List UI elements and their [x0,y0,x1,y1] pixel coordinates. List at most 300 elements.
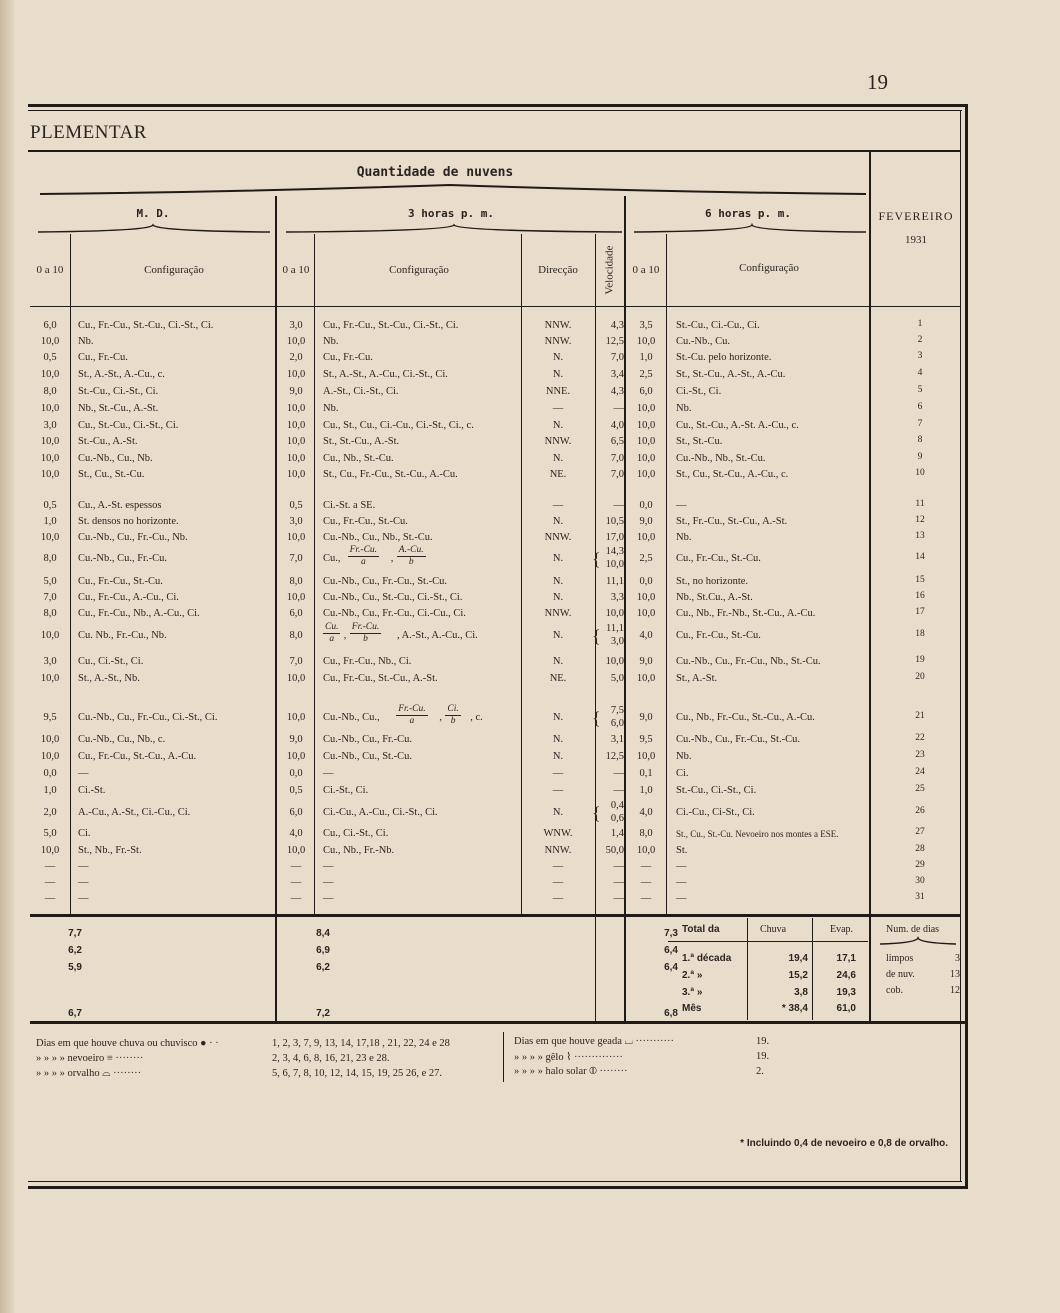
day-number: 16 [915,591,925,601]
md-amount: 1,0 [43,516,57,527]
velocity-head-text: Velocidade [603,245,615,295]
legend-left-label: » » » » orvalho ⌓ ········ [36,1068,142,1079]
p6-amount: 9,0 [639,656,653,667]
p6-amount: 10,0 [636,608,656,619]
p3-velocity: 10,0 [605,608,624,619]
p6-amount: 2,5 [639,369,653,380]
p3-direction: NNE. [545,386,571,397]
p6-config-head: Configuração [739,262,799,274]
p3-velocity: — [613,861,624,872]
md-config: Cu.-Nb., Cu., Fr.-Cu. [78,553,167,564]
evap-value: 61,0 [836,1003,856,1014]
sep-6pm-scale [666,234,667,914]
md-config: Cu., Fr.-Cu., Nb., A.-Cu., Ci. [78,608,200,619]
velocity-brace: { [592,626,601,646]
md-amount: 5,0 [43,828,57,839]
velocity-brace: { [592,708,601,728]
evap-value: 19,3 [836,987,856,998]
md-amount: 7,0 [43,592,57,603]
p3-config: Cu., Fr.-Cu., St.-Cu., A.-St. [323,673,438,684]
p3-direction: NE. [549,469,567,480]
p3-velocity: 14,3 [605,546,624,557]
p6-amount: 10,0 [636,469,656,480]
day-number: 31 [915,892,925,902]
p3-fraction-b-den: b [363,634,368,644]
p3-config: Cu.-Nb., Cu., St.-Cu. [323,751,412,762]
p3-fraction-a [348,545,379,568]
legend-right-days: 19. [756,1036,770,1047]
p6-amount: 10,0 [636,420,656,431]
p3-fraction-b-den: b [408,557,414,567]
md-config: Nb., St.-Cu., A.-St. [78,403,159,414]
p3-amount: 10,0 [286,420,306,431]
p6-amount: 9,0 [639,712,653,723]
md-amount: 10,0 [40,532,60,543]
day-number: 6 [917,402,923,412]
p3-direction: N. [552,630,564,641]
p3-direction: N. [552,576,564,587]
totals-label: 1.ª década [682,953,732,964]
p3-config: Cu.-Nb., Cu., Fr.-Cu. [323,734,412,745]
p3-velocity: 1,4 [610,828,624,839]
p3-config: Cu.-Nb., Cu., Fr.-Cu., St.-Cu. [323,576,447,587]
p3-amount: 7,0 [289,553,303,564]
p3-config: Cu., [323,553,341,564]
average-p6: 6,8 [664,1008,678,1019]
p6-amount: 9,0 [639,516,653,527]
p3-amount: 0,5 [289,785,303,796]
average-md: 6,2 [68,945,82,956]
p3-config: , A.-St., A.-Cu., Ci. [397,630,478,641]
day-number: 30 [915,876,925,886]
legend-left-days: 1, 2, 3, 7, 9, 13, 14, 17,18 , 21, 22, 24 e 28 [272,1038,450,1049]
average-md: 5,9 [68,962,82,973]
p3-config: Nb. [323,336,339,347]
totals-label: Mês [682,1003,702,1014]
p3-amount: 9,0 [289,734,303,745]
day-number: 23 [915,750,925,760]
md-amount: 0,0 [43,768,57,779]
p3-velocity-2: 6,0 [610,718,624,729]
md-amount: 0,5 [43,352,57,363]
p3-config: — [323,893,334,904]
p3-amount: 2,0 [289,352,303,363]
md-config: Cu.-Nb., Cu., Fr.-Cu., Nb. [78,532,188,543]
p3-direction: N. [552,734,564,745]
day-number: 22 [915,733,925,743]
md-config: St., A.-St., A.-Cu., c. [78,369,165,380]
top-rule-thin [28,110,962,111]
p3-fraction-a-den: a [329,634,335,644]
legend-left-label: » » » » nevoeiro ≡ ········ [36,1053,144,1064]
p3-config: Cu., Fr.-Cu., St.-Cu., Ci.-St., Ci. [323,320,459,331]
days-label: cob. [886,985,903,996]
p3-amount: 10,0 [286,592,306,603]
p6-config: St., St.-Cu., A.-St., A.-Cu. [676,369,786,380]
p3-config: — [323,768,334,779]
p3-fraction-b [445,704,460,727]
p3-velocity: — [613,893,624,904]
day-number: 15 [915,575,925,585]
p3-amount: 7,0 [289,656,303,667]
p3-velocity: 7,5 [610,705,624,716]
p6-amount: 4,0 [639,807,653,818]
section-title: PLEMENTAR [30,122,147,143]
p3-fraction-a-num: Cu. [325,622,339,632]
day-number: 5 [917,385,923,395]
direction-head: Direcção [538,264,578,276]
legend-right-days: 19. [756,1051,770,1062]
p3-config: — [323,861,334,872]
p3-amount: 6,0 [289,608,303,619]
day-number: 25 [915,784,925,794]
p3-config: Cu., Fr.-Cu., St.-Cu. [323,516,408,527]
average-p6: 7,3 [664,928,678,939]
day-number: 18 [915,629,925,639]
p6-config: — [676,877,687,888]
days-brace [878,936,958,946]
p3-amount: 10,0 [286,369,306,380]
p3-config: St., Cu., Fr.-Cu., St.-Cu., A.-Cu. [323,469,458,480]
sep-3pm-scale [314,234,315,914]
md-amount: 1,0 [43,785,57,796]
p6-amount: 10,0 [636,673,656,684]
p3-config: Cu.-Nb., Cu., St.-Cu., Ci.-St., Ci. [323,592,463,603]
average-p3: 6,2 [316,962,330,973]
p3-amount: 9,0 [289,386,303,397]
p3-velocity: 7,0 [610,352,624,363]
header-bottom-rule [30,306,960,307]
p3-direction: — [552,403,564,414]
p3-amount: 3,0 [289,320,303,331]
md-amount: 6,0 [43,320,57,331]
days-label: de nuv. [886,969,915,980]
p6-config: Cu.-Nb., Nb., St.-Cu. [676,453,766,464]
p6-amount: 0,1 [639,768,653,779]
days-value: 13 [950,969,960,980]
md-config: St. densos no horizonte. [78,516,179,527]
p6-config: St., no horizonte. [676,576,749,587]
p3-amount: 10,0 [286,673,306,684]
sep-md-3pm [275,196,277,1022]
velocity-brace: { [592,803,601,823]
totals-label: 3.ª » [682,987,703,998]
p3-fraction-b [350,622,381,645]
p3-velocity-2: 0,6 [610,813,624,824]
year: 1931 [905,234,927,246]
average-p3: 6,9 [316,945,330,956]
p3-fraction-a-den: a [409,716,415,726]
day-number: 1 [917,319,923,329]
md-amount: 10,0 [40,845,60,856]
md-amount: 10,0 [40,734,60,745]
p3-velocity: 4,3 [610,386,624,397]
p3-velocity: 7,0 [610,469,624,480]
average-p6: 6,4 [664,945,678,956]
p3-fraction-b-num: Ci. [447,704,459,714]
p6-amount: 0,0 [639,576,653,587]
rain-header: Chuva [760,924,787,935]
p6-config: St., Cu., St.-Cu., A.-Cu., c. [676,469,789,480]
p3-velocity: 12,5 [605,751,624,762]
p3-direction: — [552,877,564,888]
p3-direction: N. [552,751,564,762]
p3-config: Cu., St., Cu., Ci.-Cu., Ci.-St., Ci., c. [323,420,474,431]
days-value: 3 [955,953,960,964]
day-number: 8 [917,435,923,445]
p3-config: Cu.-Nb., Cu., [323,712,380,723]
p6-amount: 9,5 [639,734,653,745]
md-config: Cu., A.-St. espessos [78,500,162,511]
day-number: 20 [915,672,925,682]
md-amount: — [44,877,56,888]
rain-value: 15,2 [788,970,808,981]
p6-amount: 10,0 [636,845,656,856]
p3-amount: 8,0 [289,630,303,641]
title-rule [28,150,960,152]
md-config: Cu. Nb., Fr.-Cu., Nb. [78,630,167,641]
p3-config: Ci.-Cu., A.-Cu., Ci.-St., Ci. [323,807,438,818]
p6-amount: 4,0 [639,630,653,641]
group-md: M. D. [136,207,170,220]
p6-config: — [676,893,687,904]
md-amount: — [44,893,56,904]
days-label: limpos [886,953,914,964]
average-p3: 8,4 [316,928,330,939]
md-config: Nb. [78,336,94,347]
top-double-rule [28,104,968,107]
md-config: Cu.-Nb., Cu., Nb. [78,453,153,464]
p3-direction: — [552,861,564,872]
p6-config: — [676,500,687,511]
md-amount: 2,0 [43,807,57,818]
velocity-brace: { [592,549,601,569]
velocity-head [596,234,622,306]
average-p3: 7,2 [316,1008,330,1019]
md-config: St., Cu., St.-Cu. [78,469,145,480]
p6-config: — [676,861,687,872]
p6-amount: 1,0 [639,352,653,363]
p3-direction: N. [552,516,564,527]
page-edge [0,0,14,1313]
p3-direction: NNW. [544,608,572,619]
p3-config: Cu.-Nb., Cu., Nb., St.-Cu. [323,532,433,543]
md-amount: 10,0 [40,436,60,447]
bottom-rule-1 [28,1181,962,1182]
p3-direction: N. [552,453,564,464]
p3-amount: 10,0 [286,845,306,856]
md-config: Cu., Fr.-Cu., St.-Cu., Ci.-St., Ci. [78,320,214,331]
p3-velocity: 10,5 [605,516,624,527]
md-config: Ci.-St. [78,785,106,796]
p6-config: St.-Cu. pelo horizonte. [676,352,772,363]
p3-velocity: 50,0 [605,845,624,856]
day-number: 17 [915,607,925,617]
p6-amount: 6,0 [639,386,653,397]
md-config: St., Nb., Fr.-St. [78,845,142,856]
totals-label: 2.ª » [682,970,703,981]
day-number: 21 [915,711,925,721]
p3-amount: 6,0 [289,807,303,818]
body-bottom-thick [30,914,960,917]
p3-config-head: Configuração [389,264,449,276]
p3-velocity: 11,1 [606,623,624,634]
md-amount: 10,0 [40,369,60,380]
p3-amount: — [290,877,302,888]
day-number: 26 [915,806,925,816]
p3-velocity: 3,4 [610,369,624,380]
md-amount: — [44,861,56,872]
md-config-head: Configuração [144,264,204,276]
day-number: 13 [915,531,925,541]
md-amount: 8,0 [43,386,57,397]
p6-config: Nb. [676,403,692,414]
p6-amount: 10,0 [636,403,656,414]
md-amount: 10,0 [40,630,60,641]
day-number: 27 [915,827,925,837]
month-title: FEVEREIRO [878,209,954,223]
rain-value: * 38,4 [781,1003,808,1014]
p3-direction: N. [552,807,564,818]
md-config: Cu., St.-Cu., Ci.-St., Ci. [78,420,179,431]
page-number: 19 [867,70,888,94]
md-amount: 9,5 [43,712,57,723]
p3-velocity-2: 3,0 [610,636,624,647]
p3-direction: WNW. [543,828,573,839]
p3-velocity: 0,4 [610,800,624,811]
p6-config: Cu., Nb., Fr.-Cu., St.-Cu., A.-Cu. [676,712,815,723]
evap-value: 24,6 [836,970,856,981]
p6-config: Nb., St.Cu., A.-St. [676,592,753,603]
p3-velocity: 12,5 [605,336,624,347]
p3-amount: 4,0 [289,828,303,839]
p3-velocity: 17,0 [605,532,624,543]
p6-config: Cu.-Nb., Cu. [676,336,730,347]
md-config: Cu., Fr.-Cu., St.-Cu. [78,576,163,587]
p3-direction: NNW. [544,320,572,331]
right-border-thick [965,104,968,1188]
p6-config: St., St.-Cu. [676,436,723,447]
p3-direction: — [552,500,564,511]
day-number: 2 [917,335,923,345]
p3-fraction-a-den: a [360,557,366,567]
p6-amount: 0,0 [639,500,653,511]
p3-velocity: 3,1 [610,734,624,745]
p3-direction: N. [552,369,564,380]
totals-head-rule [668,941,868,942]
day-number: 29 [915,860,925,870]
evap-header: Evap. [830,924,854,935]
p3-config: Nb. [323,403,339,414]
md-config: — [78,861,89,872]
table-title: Quantidade de nuvens [356,165,514,180]
p6-amount: 10,0 [636,592,656,603]
p3-fraction-b-den: b [450,716,456,726]
group-6pm: 6 horas p. m. [704,207,792,220]
md-amount: 3,0 [43,656,57,667]
p3-config-sep: , [439,712,443,723]
md-amount: 8,0 [43,553,57,564]
p3-amount: 0,5 [289,500,303,511]
p3-direction: — [552,768,564,779]
summary-bottom-thick [30,1021,966,1024]
p6-config: St.-Cu., Ci.-St., Ci. [676,785,757,796]
p6-config: Cu.-Nb., Cu., Fr.-Cu., St.-Cu. [676,734,800,745]
p3-config: Cu., Nb., Fr.-Nb. [323,845,395,856]
p3-direction: N. [552,712,564,723]
md-scale-head: 0 a 10 [36,264,64,276]
md-amount: 10,0 [40,751,60,762]
legend-right-label: Dias em que houve geada ⌴ ··········· [514,1036,674,1047]
average-md: 7,7 [68,928,82,939]
md-config: Cu., Fr.-Cu., St.-Cu., A.-Cu. [78,751,197,762]
legend-left-label: Dias em que houve chuva ou chuvisco ● · · [36,1038,219,1049]
md-config: Cu.-Nb., Cu., Fr.-Cu., Ci.-St., Ci. [78,712,218,723]
p3-direction: NNW. [544,436,572,447]
p3-direction: N. [552,420,564,431]
md-amount: 3,0 [43,420,57,431]
md-amount: 8,0 [43,608,57,619]
p3-config: St., St.-Cu., A.-St. [323,436,400,447]
p6-config: Cu.-Nb., Cu., Fr.-Cu., Nb., St.-Cu. [676,656,821,667]
p3-config: Ci.-St. a SE. [323,500,376,511]
p3-fraction-a [396,704,427,727]
p3-amount: 10,0 [286,436,306,447]
p6-config: Ci.-St., Ci. [676,386,722,397]
p6-config: St.-Cu., Ci.-Cu., Ci. [676,320,760,331]
p3-amount: 10,0 [286,453,306,464]
day-number: 14 [915,552,925,562]
p3-direction: N. [552,553,564,564]
p3-velocity: 4,3 [610,320,624,331]
day-number: 10 [915,468,925,478]
average-md: 6,7 [68,1008,82,1019]
md-config: Cu., Fr.-Cu., A.-Cu., Ci. [78,592,179,603]
p3-velocity: 10,0 [605,656,624,667]
p6-amount: — [640,861,652,872]
p6-config: Cu., Nb., Fr.-Nb., St.-Cu., A.-Cu. [676,608,816,619]
p6-amount: — [640,893,652,904]
p6-scale-head: 0 a 10 [632,264,660,276]
p3-velocity: — [613,768,624,779]
p6-amount: 3,5 [639,320,653,331]
md-config: Cu., Fr.-Cu. [78,352,128,363]
totals-sep-2 [812,918,813,1020]
md-config: Cu., Ci.-St., Ci. [78,656,144,667]
p6-amount: — [640,877,652,888]
p6-amount: 10,0 [636,336,656,347]
legend-divider [503,1032,504,1082]
p3-config: Cu., Fr.-Cu., Nb., Ci. [323,656,412,667]
p3-fraction-a-num: Fr.-Cu. [398,704,426,714]
md-config: — [78,768,89,779]
p6-amount: 8,0 [639,828,653,839]
p3-fraction-b-num: Fr.-Cu. [351,622,380,632]
bottom-rule-2 [28,1186,968,1189]
p3-amount: 3,0 [289,516,303,527]
p3-velocity: 4,0 [610,420,624,431]
p3-config: A.-St., Ci.-St., Ci. [323,386,399,397]
p3-velocity: 11,1 [606,576,624,587]
totals-header: Total da [682,924,720,935]
p3-amount: — [290,893,302,904]
md-config: — [78,877,89,888]
days-count-header: Num. de dias [886,924,940,935]
day-number: 3 [917,351,923,361]
day-number: 4 [917,368,923,378]
p3-amount: 8,0 [289,576,303,587]
day-number: 24 [915,767,925,777]
